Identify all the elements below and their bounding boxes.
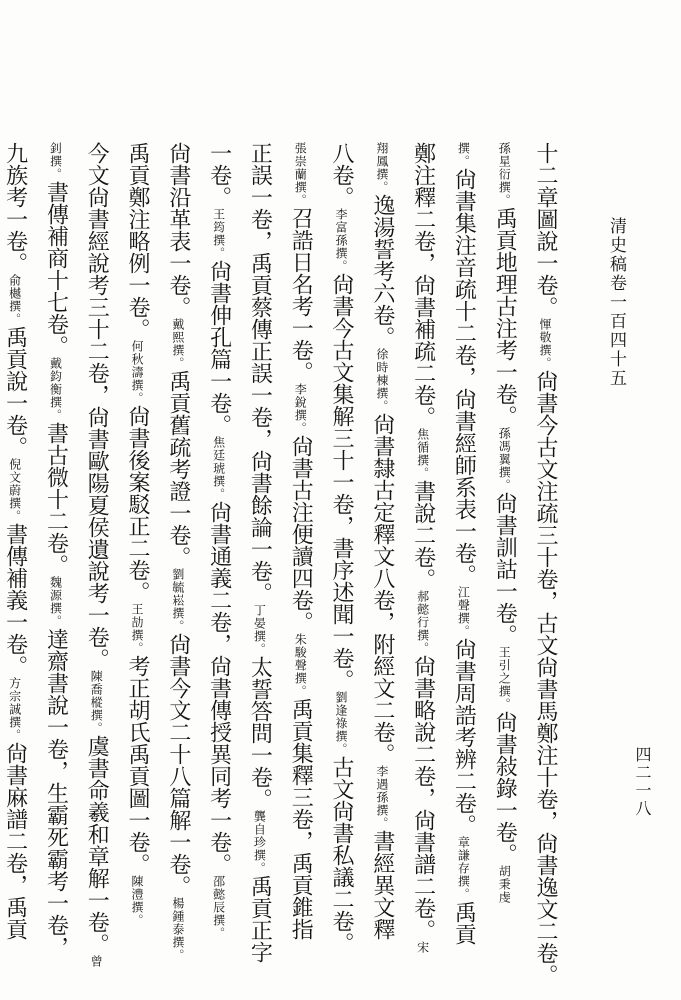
author-note: 魏源撰。 (48, 576, 63, 628)
book-entry: 尙書麻譜二卷，禹貢 (2, 742, 28, 940)
book-entry: 今文尙書經說考三十二卷，尙書歐陽夏侯遺說考一卷。 (84, 142, 110, 670)
author-note: 倪文蔚撰。 (7, 458, 22, 523)
book-entry: 尙書略說二卷，尙書譜二卷。 (410, 655, 436, 941)
text-column (0, 142, 35, 972)
book-entry: 禹貢舊疏考證一卷。 (165, 370, 191, 568)
author-note: 曾 (89, 955, 104, 968)
author-note: 王劼撰。 (130, 603, 145, 655)
author-note: 翔鳳撰。 (374, 142, 389, 194)
author-note: 張崇蘭撰。 (293, 142, 308, 207)
book-entry: 召誥日名考一卷。 (288, 207, 314, 383)
author-note: 章謙存撰。 (456, 836, 471, 901)
author-note: 撰。 (456, 142, 471, 168)
book-entry: 太誓答問一卷。 (247, 656, 273, 810)
book-entry: 考正胡氏禹貢圖一卷。 (125, 655, 151, 875)
book-entry: 鄭注釋二卷，尙書補疏二卷。 (410, 142, 436, 428)
book-entry: 禹貢集釋三卷，禹貢錐指 (288, 698, 314, 940)
book-entry: 正誤一卷，禹貢蔡傳正誤一卷，尙書餘論一卷。 (247, 142, 273, 604)
text-column (402, 142, 443, 972)
author-note: 劉毓崧撰。 (170, 568, 185, 633)
author-note: 戴鈞衡撰。 (48, 357, 63, 422)
book-entry: 書古微十二卷。 (43, 422, 69, 576)
book-entry: 書傳補義一卷。 (2, 523, 28, 677)
author-note: 江聲撰。 (456, 586, 471, 638)
author-note: 龔自珍撰。 (252, 810, 267, 875)
text-column (116, 142, 157, 972)
volume-title: 清史稿卷一百四十五 (606, 217, 626, 388)
text-column (35, 142, 76, 972)
author-note: 焦廷琥撰。 (211, 436, 226, 501)
book-entry: 尙書集注音疏十二卷，尙書經師系表一卷。 (451, 168, 477, 586)
text-column (443, 142, 484, 972)
author-note: 陳澧撰。 (130, 875, 145, 927)
book-entry: 書說二卷。 (410, 480, 436, 590)
author-note: 郝懿行撰。 (415, 590, 430, 655)
body-text (2, 142, 565, 986)
book-entry: 虞書命羲和章解一卷。 (84, 735, 110, 955)
author-note: 陳喬樅撰。 (89, 670, 104, 735)
author-note: 惲敬撰。 (538, 318, 552, 370)
text-column (239, 142, 280, 972)
book-entry: 禹貢地理古注考一卷。 (492, 207, 518, 427)
book-entry: 尙書伸孔篇一卷。 (206, 260, 232, 436)
author-note: 王筠撰。 (211, 208, 226, 260)
book-entry: 書傳補商十七卷。 (43, 181, 69, 357)
book-entry: 一卷。 (206, 142, 232, 208)
book-entry: 達齋書說一卷，生霸死霸考一卷， (43, 628, 69, 958)
author-note: 劉逢祿撰。 (334, 691, 349, 756)
book-entry: 尙書隸古定釋文八卷，附經文二卷。 (369, 413, 395, 765)
author-note: 王引之撰。 (497, 646, 512, 711)
author-note: 孫星衍撰。 (497, 142, 512, 207)
book-entry: 古文尙書私議二卷。 (329, 756, 355, 954)
book-entry: 尙書今文二十八篇解一卷。 (165, 633, 191, 897)
book-entry: 尙書訓詁一卷。 (492, 492, 518, 646)
book-entry: 尙書今古文注疏三十卷，古文尙書馬鄭注十卷，尙書逸文二卷。 (533, 370, 558, 986)
author-note: 方宗誠撰。 (7, 677, 22, 742)
author-note: 李遇孫撰。 (374, 765, 389, 830)
author-note: 楊鍾泰撰。 (170, 897, 185, 962)
book-entry: 逸湯誓考六卷。 (369, 194, 395, 348)
book-entry: 尙書古注便讀四卷。 (288, 435, 314, 633)
text-column (320, 142, 361, 972)
text-column (279, 142, 320, 972)
author-note: 戴熙撰。 (170, 318, 185, 370)
book-entry: 尙書沿革表一卷。 (165, 142, 191, 318)
book-entry: 尙書通義二卷，尙書傳授異同考一卷。 (206, 501, 232, 875)
author-note: 李富孫撰。 (334, 208, 349, 273)
author-note: 焦循撰。 (415, 428, 430, 480)
author-note: 丁晏撰。 (252, 604, 267, 656)
book-entry: 禹貢 (451, 901, 477, 945)
author-note: 釗撰。 (48, 142, 63, 181)
author-note: 孫馮翼撰。 (497, 427, 512, 492)
text-column (157, 142, 198, 972)
book-entry: 尙書今古文集解三十一卷，書序述聞一卷。 (329, 273, 355, 691)
book-entry: 九族考一卷。 (2, 142, 28, 274)
author-note: 朱駿聲撰。 (293, 633, 308, 698)
author-note: 俞樾撰。 (7, 274, 22, 326)
page-number: 四二一八 (633, 746, 652, 818)
text-column (75, 142, 116, 972)
book-entry: 禹貢說一卷。 (2, 326, 28, 458)
book-entry: 禹貢正字 (247, 875, 273, 963)
book-entry: 八卷。 (329, 142, 355, 208)
author-note: 李銳撰。 (293, 383, 308, 435)
author-note: 胡秉虔 (497, 865, 512, 904)
text-column (361, 142, 402, 972)
book-entry: 禹貢鄭注略例一卷。 (125, 142, 151, 340)
book-entry: 書經異文釋 (369, 830, 395, 940)
author-note: 徐時棟撰。 (374, 348, 389, 413)
text-column (483, 142, 524, 972)
author-note: 邵懿辰撰。 (211, 875, 226, 940)
book-entry: 尙書周誥考辨二卷。 (451, 638, 477, 836)
text-column (198, 142, 239, 972)
author-note: 宋 (415, 941, 430, 954)
book-entry: 尙書敍錄一卷。 (492, 711, 518, 865)
text-column (524, 142, 565, 986)
author-note: 何秋濤撰。 (130, 340, 145, 405)
book-entry: 尙書後案駁正二卷。 (125, 405, 151, 603)
book-entry: 十二章圖說一卷。 (533, 142, 558, 318)
